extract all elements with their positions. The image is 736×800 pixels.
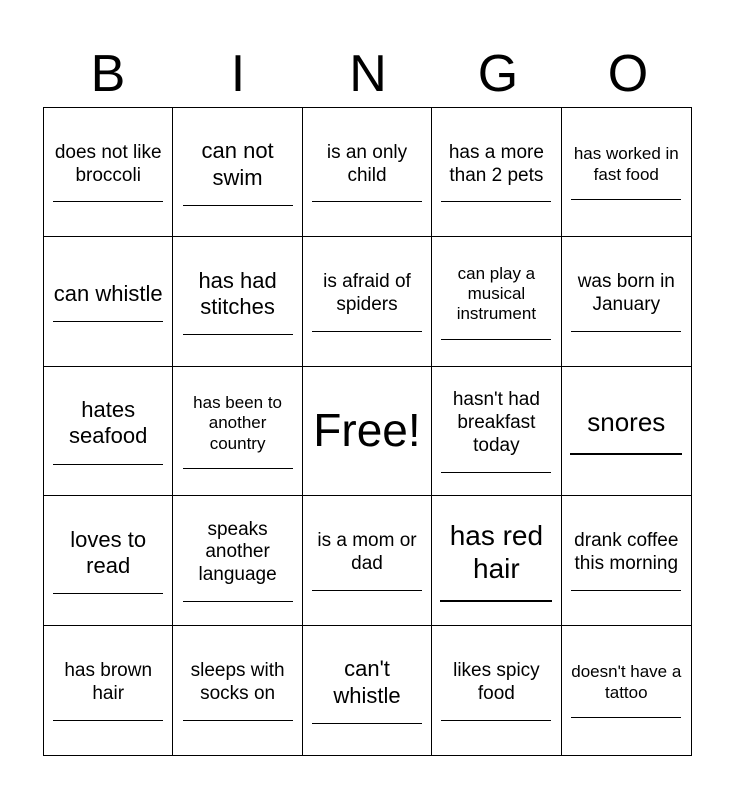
bingo-cell[interactable] [562, 626, 691, 755]
bingo-cell[interactable] [562, 237, 691, 366]
header-letter-n: N [349, 45, 387, 103]
free-space[interactable] [303, 367, 432, 496]
cell-text: can't whistle [333, 656, 401, 708]
signature-line [312, 331, 422, 332]
signature-line [441, 720, 551, 721]
signature-line [441, 339, 551, 340]
bingo-cell[interactable] [303, 496, 432, 625]
header-letter-o: O [607, 45, 649, 103]
signature-line [183, 720, 293, 721]
cell-text: hasn't had breakfast today [452, 389, 540, 456]
header-letter-i: I [230, 45, 246, 103]
cell-text: does not like broccoli [54, 141, 162, 186]
signature-line [53, 464, 163, 465]
cell-text: can whistle [53, 280, 163, 306]
cell-text: hates seafood [69, 397, 148, 449]
cell-text: has been to another country [193, 392, 283, 453]
bingo-cell[interactable] [432, 367, 561, 496]
bingo-cell[interactable] [562, 108, 691, 237]
cell-text: likes spicy food [453, 659, 540, 704]
cell-text: is a mom or dad [317, 530, 417, 574]
cell-text: has red hair [449, 519, 544, 585]
bingo-cell[interactable] [173, 626, 302, 755]
signature-line [571, 590, 681, 591]
free-text: Free! [313, 404, 421, 457]
signature-line [441, 201, 551, 202]
signature-line [571, 717, 681, 718]
signature-line [53, 201, 163, 202]
cell-text: has a more than 2 pets [448, 141, 544, 186]
signature-line [441, 472, 551, 473]
signature-line [440, 600, 552, 602]
header-letter-g: G [477, 45, 519, 103]
cell-text: has had stitches [198, 267, 277, 320]
signature-line [53, 321, 163, 322]
bingo-cell[interactable] [44, 367, 173, 496]
cell-text: sleeps with socks on [190, 659, 285, 704]
bingo-cell[interactable] [173, 496, 302, 625]
cell-text: can play a musical instrument [456, 263, 537, 324]
bingo-cell[interactable] [432, 237, 561, 366]
signature-line [571, 199, 681, 200]
bingo-cell[interactable] [432, 108, 561, 237]
cell-text: doesn't have a tattoo [571, 662, 682, 702]
bingo-cell[interactable] [44, 626, 173, 755]
cell-text: snores [587, 407, 666, 438]
bingo-cell[interactable] [562, 496, 691, 625]
signature-line [312, 590, 422, 591]
bingo-cell[interactable] [44, 496, 173, 625]
signature-line [183, 601, 293, 602]
bingo-cell[interactable] [432, 496, 561, 625]
cell-text: has brown hair [64, 659, 153, 704]
signature-line [183, 334, 293, 335]
bingo-grid [43, 107, 692, 756]
signature-line [312, 723, 422, 724]
bingo-cell[interactable] [303, 108, 432, 237]
signature-line [53, 593, 163, 594]
header-letter-b: B [90, 45, 126, 103]
cell-text: is afraid of spiders [323, 271, 411, 316]
signature-line [183, 468, 293, 469]
cell-text: loves to read [70, 526, 147, 578]
bingo-cell[interactable] [303, 626, 432, 755]
cell-text: drank coffee this morning [574, 530, 679, 574]
cell-text: has worked in fast food [573, 144, 679, 184]
signature-line [312, 201, 422, 202]
cell-text: can not swim [201, 138, 274, 190]
signature-line [53, 720, 163, 721]
cell-text: was born in January [577, 271, 675, 316]
bingo-cell[interactable] [44, 237, 173, 366]
bingo-cell[interactable] [173, 237, 302, 366]
bingo-cell[interactable] [44, 108, 173, 237]
cell-text: is an only child [326, 141, 408, 186]
bingo-cell[interactable] [432, 626, 561, 755]
bingo-cell[interactable] [303, 237, 432, 366]
cell-text: speaks another language [198, 518, 277, 586]
signature-line [183, 205, 293, 206]
bingo-cell[interactable] [173, 367, 302, 496]
signature-line [570, 453, 682, 455]
signature-line [571, 331, 681, 332]
bingo-header [43, 44, 693, 104]
bingo-cell[interactable] [562, 367, 691, 496]
bingo-cell[interactable] [173, 108, 302, 237]
